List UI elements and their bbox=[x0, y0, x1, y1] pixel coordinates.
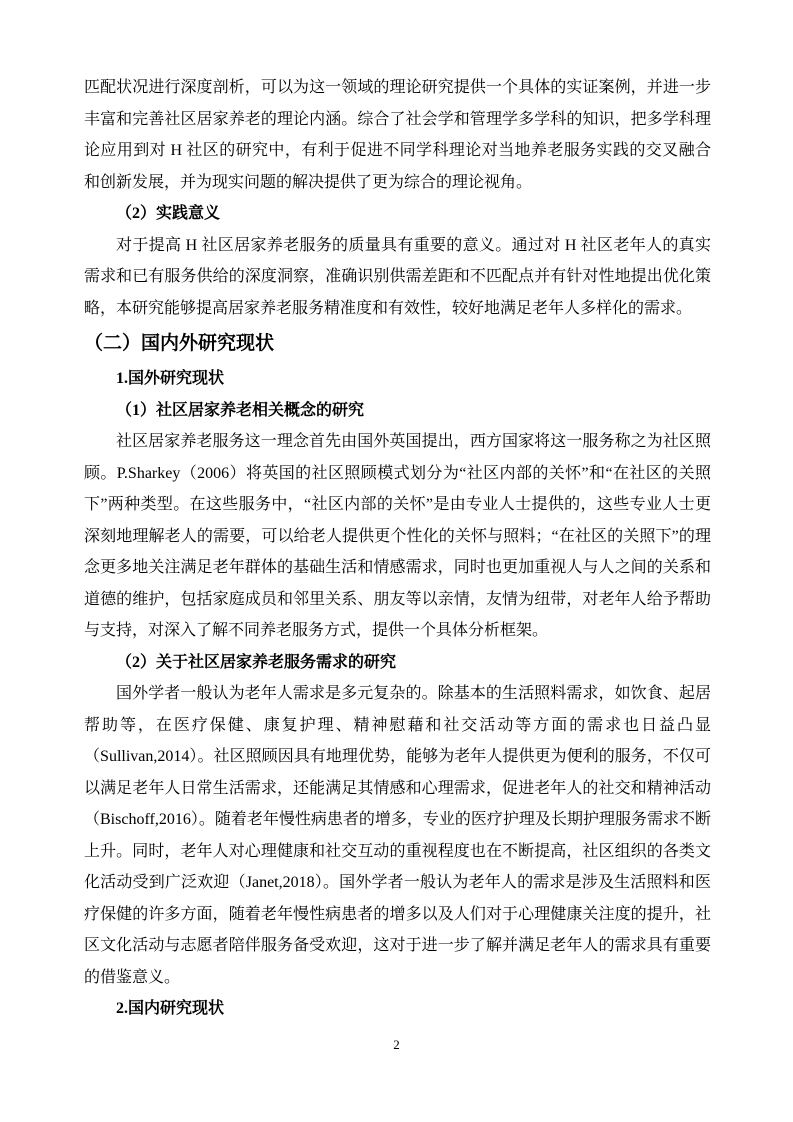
heading-practical-significance: （2）实践意义 bbox=[116, 205, 221, 222]
paragraph-demand-research: 国外学者一般认为老年人需求是多元复杂的。除基本的生活照料需求，如饮食、起居帮助等，在医疗保健、康复护理、精神慰藉和社交活动等方面的需求也日益凸显（Sullivan,2014）。社区照顾因具有地理优势，能够为老年人提供更为便利的服务，不仅可以满足老年人日常生活需求，还能满足其情感和心理需求，促进老年人的社交和精神活动（Bischoff,2016）。随着老年慢性病患者的增多，专业的医疗护理及长期护理服务需求不断上升。同时，老年人对心理健康和社交互动的重视程度也在不断提高，社区组织的各类文化活动受到广泛欢迎（Janet,2018）。国外学者一般认为老年人的需求是涉及生活照料和医疗保健的许多方面，随着老年慢性病患者的增多以及人们对于心理健康关注度的提升，社区文化活动与志愿者陪伴服务备受欢迎，这对于进一步了解并满足老年人的需求具有重要的借鉴意义。 bbox=[84, 685, 711, 986]
heading-concept-research: （1）社区居家养老相关概念的研究 bbox=[116, 401, 365, 419]
heading-demand-research: （2）关于社区居家养老服务需求的研究 bbox=[116, 653, 397, 671]
heading-domestic-research-status: 2.国内研究现状 bbox=[116, 1000, 225, 1017]
paragraph-concept-research: 社区居家养老服务这一理念首先由国外英国提出，西方国家将这一服务称之为社区照顾。P.Sharkey（2006）将英国的社区照顾模式划分为“社区内部的关怀”和“在社区的关照下”两种类型。在这些服务中，“社区内部的关怀”是由专业人士提供的，这些专业人士更深刻地理解老人的需要，可以给老人提供更个性化的关怀与照料；“在社区的关照下”的理念更多地关注满足老年群体的基础生活和情感需求，同时也更加重视人与人之间的关系和道德的维护，包括家庭成员和邻里关系、朋友等以亲情，友情为纽带，对老年人给予帮助与支持，对深入了解不同养老服务方式，提供一个具体分析框架。 bbox=[84, 433, 711, 639]
heading-foreign-research-status: 1.国外研究现状 bbox=[116, 370, 225, 387]
page-content bbox=[84, 72, 711, 1025]
page-number: 2 bbox=[393, 1037, 400, 1052]
paragraph-theoretical-significance-continuation: 匹配状况进行深度剖析，可以为这一领域的理论研究提供一个具体的实证案例，并进一步丰富和完善社区居家养老的理论内涵。综合了社会学和管理学多学科的知识，把多学科理论应用到对 H 社区的研究中，有利于促进不同学科理论对当地养老服务实践的交叉融合和创新发展，并为现实问题的解决提供了更为综合的理论视角。 bbox=[84, 79, 711, 191]
heading-domestic-foreign-research-status: （二）国内外研究现状 bbox=[84, 333, 275, 354]
paragraph-practical-significance: 对于提高 H 社区居家养老服务的质量具有重要的意义。通过对 H 社区老年人的真实需求和已有服务供给的深度洞察，准确识别供需差距和不匹配点并有针对性地提出优化策略，本研究能够提高居家养老服务精准度和有效性，较好地满足老年人多样化的需求。 bbox=[84, 236, 711, 317]
